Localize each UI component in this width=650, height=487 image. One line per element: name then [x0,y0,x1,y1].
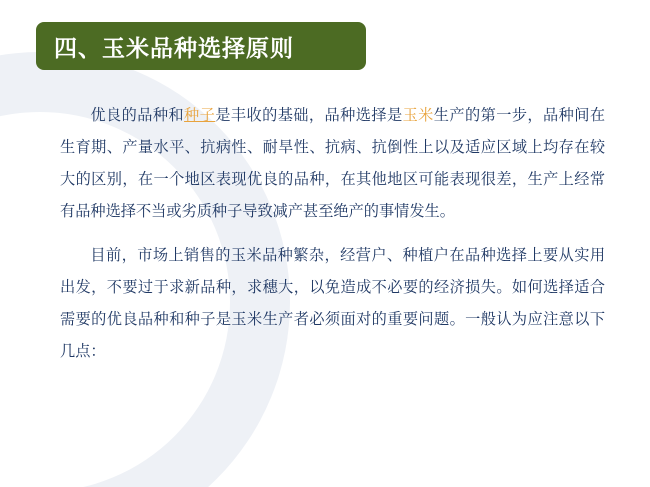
text-run: 生产的第一步，品种间在生育期、产量水平、抗病性、耐旱性、抗病、抗倒性上以及适应区域上均存在较大的区别，在一个地区表现优良的品种，在其他地区可能表现很差，生产上经常有品种选择不当或劣质种子导致减产甚至绝产的事情发生。 [60,107,606,220]
paragraph-1 [60,100,605,228]
text-run: 是丰收的基础，品种选择是 [215,107,403,124]
slide-title-bar [36,22,366,70]
slide-body [60,100,605,368]
highlighted-term: 种子 [184,107,216,124]
highlighted-term: 玉米 [402,107,434,124]
paragraph-2 [60,240,605,368]
page-title: 四、玉米品种选择原则 [54,34,294,61]
text-run: 目前，市场上销售的玉米品种繁杂，经营户、种植户在品种选择上要从实用出发，不要过于求新品种，求穗大，以免造成不必要的经济损失。如何选择适合需要的优良品种和种子是玉米生产者必须面对的重要问题。一般认为应注意以下几点： [60,247,605,360]
text-run: 优良的品种和 [90,107,185,124]
